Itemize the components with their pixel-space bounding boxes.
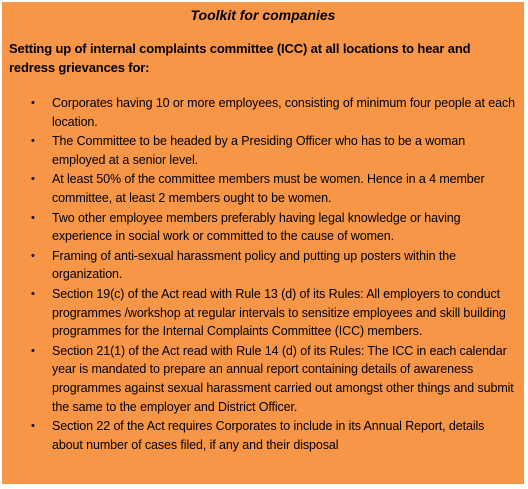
section-heading: Setting up of internal complaints committee (ICC) at all locations to hear and redress grievances for:	[9, 41, 471, 75]
bullet-icon: •	[31, 173, 35, 186]
list-item	[2, 209, 526, 246]
list-item	[2, 247, 526, 284]
bullet-list	[2, 94, 526, 455]
bullet-icon: •	[31, 287, 35, 300]
bullet-icon: •	[31, 344, 35, 357]
bullet-icon: •	[31, 135, 35, 148]
list-item	[2, 170, 526, 207]
list-item	[2, 285, 526, 341]
list-item	[2, 132, 526, 169]
list-item-text: Framing of anti-sexual harassment policy and putting up posters within the organization.	[52, 248, 456, 282]
list-item-text: Section 21(1) of the Act read with Rule 14 (d) of its Rules: The ICC in each calendar year is mandated to prepare an annual report containing details of awareness programmes against sexual harassment carried out amongst other things and submit the same to the employer and District Officer.	[52, 343, 514, 414]
page-title: Toolkit for companies	[190, 7, 336, 23]
list-item-text: At least 50% of the committee members must be women. Hence in a 4 member committee, at least 2 members ought to be women.	[52, 172, 485, 205]
list-item-text: Section 22 of the Act requires Corporates to include in its Annual Report, details about number of cases filed, if any and their disposal	[52, 419, 485, 452]
list-item-text: Section 19(c) of the Act read with Rule 13 (d) of its Rules: All employers to conduct programmes /workshop at regular intervals to sensitize employees and skill building programmes for the Internal Complaints Committee (ICC) members.	[52, 286, 506, 339]
list-item-text: Corporates having 10 or more employees, consisting of minimum four people at each location.	[52, 96, 515, 129]
toolkit-panel	[1, 1, 525, 485]
list-item	[2, 342, 526, 416]
list-item-text: The Committee to be headed by a Presiding Officer who has to be a woman employed at a senior level.	[52, 134, 466, 167]
bullet-icon: •	[31, 249, 35, 262]
list-item-text: Two other employee members preferably having legal knowledge or having experience in social work or committed to the cause of women.	[52, 210, 461, 244]
bullet-icon: •	[31, 211, 35, 224]
list-item	[2, 94, 526, 131]
bullet-icon: •	[31, 97, 35, 109]
bullet-icon: •	[31, 420, 35, 433]
list-item	[2, 417, 526, 454]
